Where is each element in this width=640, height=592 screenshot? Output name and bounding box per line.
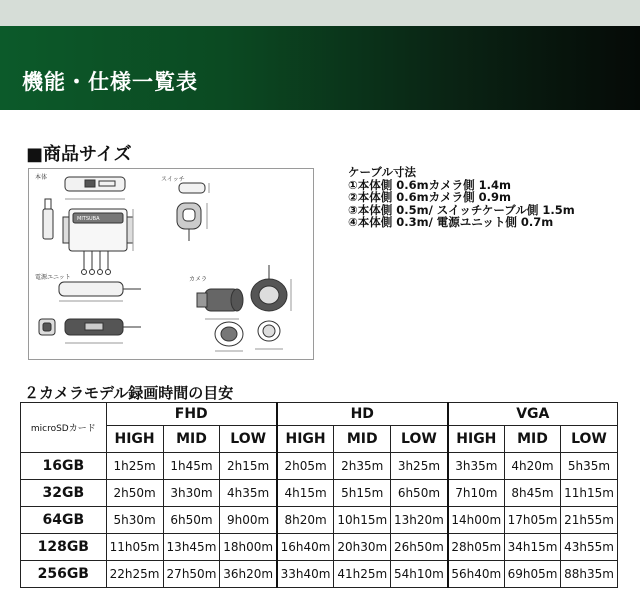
subheader-cell: MID	[334, 426, 391, 453]
banner-title: 機能・仕様一覧表	[22, 70, 198, 94]
time-cell: 41h25m	[334, 561, 391, 588]
brand-label: MITSUBA	[77, 216, 100, 222]
subheader-cell: LOW	[391, 426, 448, 453]
time-cell: 1h25m	[106, 453, 163, 480]
label-switch: スイッチ	[161, 176, 185, 183]
time-cell: 16h40m	[277, 534, 334, 561]
card-size: 32GB	[21, 480, 107, 507]
dimension-drawing	[29, 169, 313, 359]
card-size: 128GB	[21, 534, 107, 561]
group-fhd: FHD	[106, 403, 277, 426]
time-cell: 11h05m	[106, 534, 163, 561]
time-cell: 8h20m	[277, 507, 334, 534]
cable-note-2: ②本体側 0.6mカメラ側 0.9m	[348, 190, 511, 204]
header-banner	[0, 26, 640, 110]
time-cell: 3h25m	[391, 453, 448, 480]
time-cell: 28h05m	[448, 534, 505, 561]
subheader-cell: HIGH	[448, 426, 505, 453]
time-cell: 8h45m	[505, 480, 561, 507]
cable-notes-heading: ケーブル寸法	[348, 165, 416, 179]
time-cell: 2h50m	[106, 480, 163, 507]
time-cell: 69h05m	[505, 561, 561, 588]
cable-note-3: ③本体側 0.5m/ スイッチケーブル側 1.5m	[348, 202, 575, 217]
time-cell: 5h15m	[334, 480, 391, 507]
time-cell: 4h20m	[505, 453, 561, 480]
time-cell: 22h25m	[106, 561, 163, 588]
table-row	[21, 480, 618, 507]
time-cell: 21h55m	[560, 507, 617, 534]
time-cell: 9h00m	[220, 507, 277, 534]
time-cell: 3h30m	[163, 480, 220, 507]
time-cell: 34h15m	[505, 534, 561, 561]
card-size: 256GB	[21, 561, 107, 588]
time-cell: 7h10m	[448, 480, 505, 507]
subheader-cell: HIGH	[106, 426, 163, 453]
time-cell: 5h30m	[106, 507, 163, 534]
time-cell: 43h55m	[560, 534, 617, 561]
table-row	[21, 534, 618, 561]
time-cell: 33h40m	[277, 561, 334, 588]
time-cell: 20h30m	[334, 534, 391, 561]
time-cell: 6h50m	[391, 480, 448, 507]
subheader-cell: LOW	[220, 426, 277, 453]
recording-time-table	[20, 402, 618, 588]
recording-table-title: ２カメラモデル録画時間の目安	[24, 384, 234, 402]
time-cell: 36h20m	[220, 561, 277, 588]
time-cell: 13h20m	[391, 507, 448, 534]
time-cell: 4h35m	[220, 480, 277, 507]
card-size: 64GB	[21, 507, 107, 534]
cable-note-1: ①本体側 0.6mカメラ側 1.4m	[348, 177, 511, 192]
cable-dimensions	[348, 166, 575, 229]
time-cell: 1h45m	[163, 453, 220, 480]
group-vga: VGA	[448, 403, 618, 426]
label-camera: カメラ	[189, 276, 208, 283]
time-cell: 13h45m	[163, 534, 220, 561]
time-cell: 26h50m	[391, 534, 448, 561]
top-strip	[0, 0, 640, 26]
time-cell: 88h35m	[560, 561, 617, 588]
time-cell: 6h50m	[163, 507, 220, 534]
time-cell: 5h35m	[560, 453, 617, 480]
product-size-title: ■商品サイズ	[26, 144, 132, 165]
time-cell: 27h50m	[163, 561, 220, 588]
time-cell: 2h35m	[334, 453, 391, 480]
time-cell: 54h10m	[391, 561, 448, 588]
table-row	[21, 561, 618, 588]
time-cell: 17h05m	[505, 507, 561, 534]
time-cell: 2h15m	[220, 453, 277, 480]
time-cell: 2h05m	[277, 453, 334, 480]
group-hd: HD	[277, 403, 448, 426]
subheader-cell: LOW	[560, 426, 617, 453]
time-cell: 18h00m	[220, 534, 277, 561]
time-cell: 4h15m	[277, 480, 334, 507]
card-size: 16GB	[21, 453, 107, 480]
time-cell: 10h15m	[334, 507, 391, 534]
time-cell: 3h35m	[448, 453, 505, 480]
time-cell: 11h15m	[560, 480, 617, 507]
time-cell: 14h00m	[448, 507, 505, 534]
time-cell: 56h40m	[448, 561, 505, 588]
recording-table-body	[21, 453, 618, 588]
product-size-diagram	[28, 168, 314, 360]
card-header: microSDカード	[21, 403, 107, 453]
label-power: 電源ユニット	[35, 274, 71, 281]
label-main: 本体	[35, 174, 48, 181]
table-row	[21, 453, 618, 480]
subheader-cell: MID	[505, 426, 561, 453]
subheader-cell: MID	[163, 426, 220, 453]
table-row	[21, 507, 618, 534]
subheader-cell: HIGH	[277, 426, 334, 453]
cable-note-4: ④本体側 0.3m/ 電源ユニット側 0.7m	[348, 215, 554, 229]
